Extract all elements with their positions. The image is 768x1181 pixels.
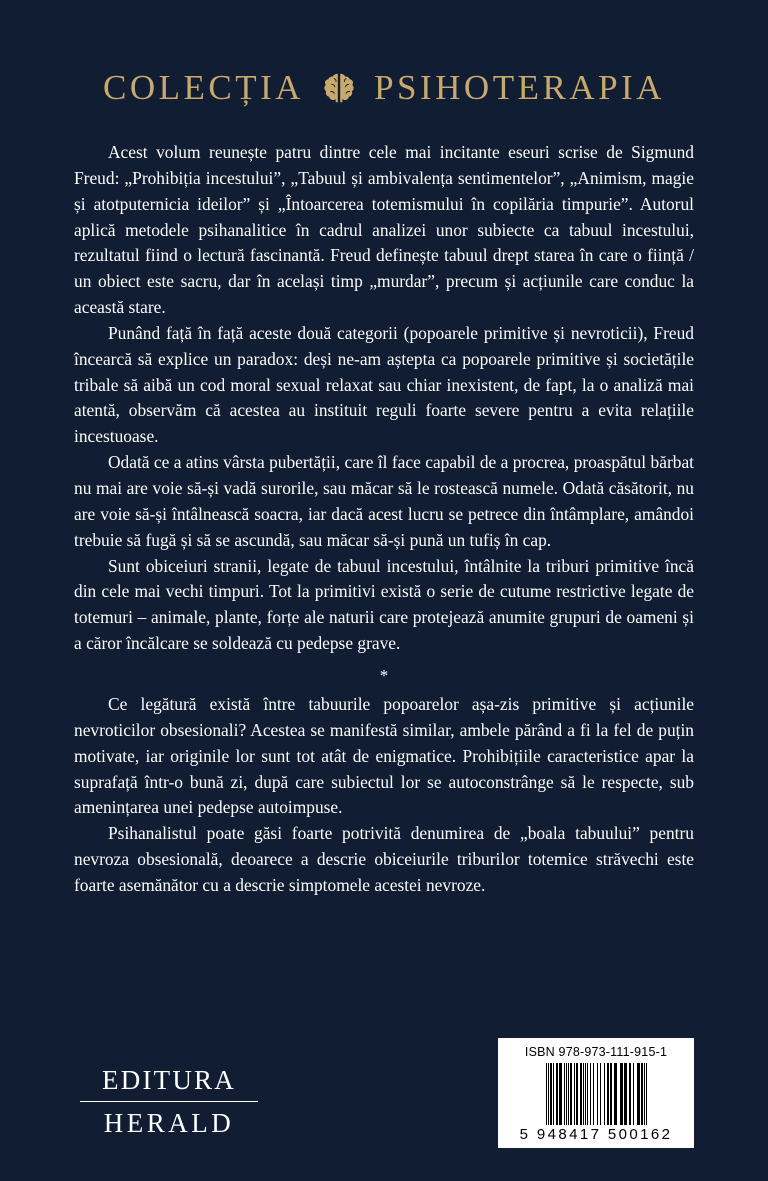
- blurb-paragraph: Ce legătură există între tabuurile popoarelor așa-zis primitive și acțiunile nevroticilor obsesionali? Acestea se manifestă similar, ambele părând a fi la fel de puțin motivate, iar originile lor sunt tot atât de enigmatice. Prohibițiile caracteristice apar la suprafață într-o bună zi, după care subiectul lor se autoconstrânge să le respecte, sub amenințarea unei pedepse autoimpuse.: [74, 694, 694, 818]
- publisher-name-line1: EDITURA: [102, 1064, 236, 1095]
- barcode-image: [506, 1063, 686, 1125]
- blurb-paragraph: Sunt obiceiuri stranii, legate de tabuul incestului, întâlnite la triburi primitive încă din cele mai vechi timpuri. Tot la primitivi există o serie de cutume restrictive legate de totemuri – animale, plante, forțe ale naturii care protejează anumite grupuri de oameni și a căror încălcare se soldează cu pedepse grave.: [74, 555, 694, 654]
- blurb-paragraph: Acest volum reunește patru dintre cele mai incitante eseuri scrise de Sigmund Freud: „Prohibiția incestului”, „Tabuul și ambivalența sentimentelor”, „Animism, magie și atotputernicia ideilor” și „Întoarcerea totemismului în copilăria timpurie”. Autorul aplică metodele psihanalitice în cadrul analizei unor subiecte ca tabuul incestului, rezultatul fiind o lectură fascinantă. Freud definește tabuul drept starea în care o ființă / un obiect este sacru, dar în același timp „murdar”, precum și acțiunile care conduc la această stare.: [74, 142, 694, 318]
- publisher-logo: [74, 1065, 264, 1140]
- barcode-digits: 5 948417 500162: [519, 1126, 673, 1143]
- back-cover-blurb: [74, 140, 694, 899]
- collection-label-right: PSIHOTERAPIA: [374, 68, 665, 107]
- collection-header: [74, 0, 694, 114]
- collection-label-left: COLECȚIA: [103, 68, 305, 107]
- brain-icon: [320, 69, 358, 107]
- publisher-name-line2: HERALD: [103, 1108, 235, 1138]
- isbn-label: ISBN 978-973-111-915-1: [524, 1045, 668, 1059]
- publisher-divider: [80, 1101, 258, 1103]
- paragraph-separator: *: [379, 665, 389, 685]
- isbn-barcode-block: [498, 1038, 694, 1148]
- blurb-paragraph: Punând față în față aceste două categorii (popoarele primitive și nevroticii), Freud încearcă să explice un paradox: deși ne-am aștepta ca popoarele primitive și societățile tribale să aibă un cod moral sexual relaxat sau chiar inexistent, de fapt, la o analiză mai atentă, observăm că acestea au instituit reguli foarte severe pentru a evita relațiile incestuoase.: [74, 322, 694, 447]
- blurb-paragraph: Odată ce a atins vârsta pubertății, care îl face capabil de a procrea, proaspătul bărbat nu mai are voie să-și vadă surorile, sau măcar să le rostească numele. Odată căsătorit, nu are voie să-și întâlnească soacra, iar dacă acest lucru se petrece din întâmplare, amândoi trebuie să fugă și să se ascundă, sau măcar să-și pună un tufiș în cap.: [74, 452, 694, 550]
- cover-footer: [0, 995, 768, 1181]
- blurb-paragraph: Psihanalistul poate găsi foarte potrivită denumirea de „boala tabuului” pentru nevroza obsesională, deoarece a descrie obiceiurile triburilor totemice străvechi este foarte asemănător cu a descrie simptomele acestei nevroze.: [74, 823, 694, 896]
